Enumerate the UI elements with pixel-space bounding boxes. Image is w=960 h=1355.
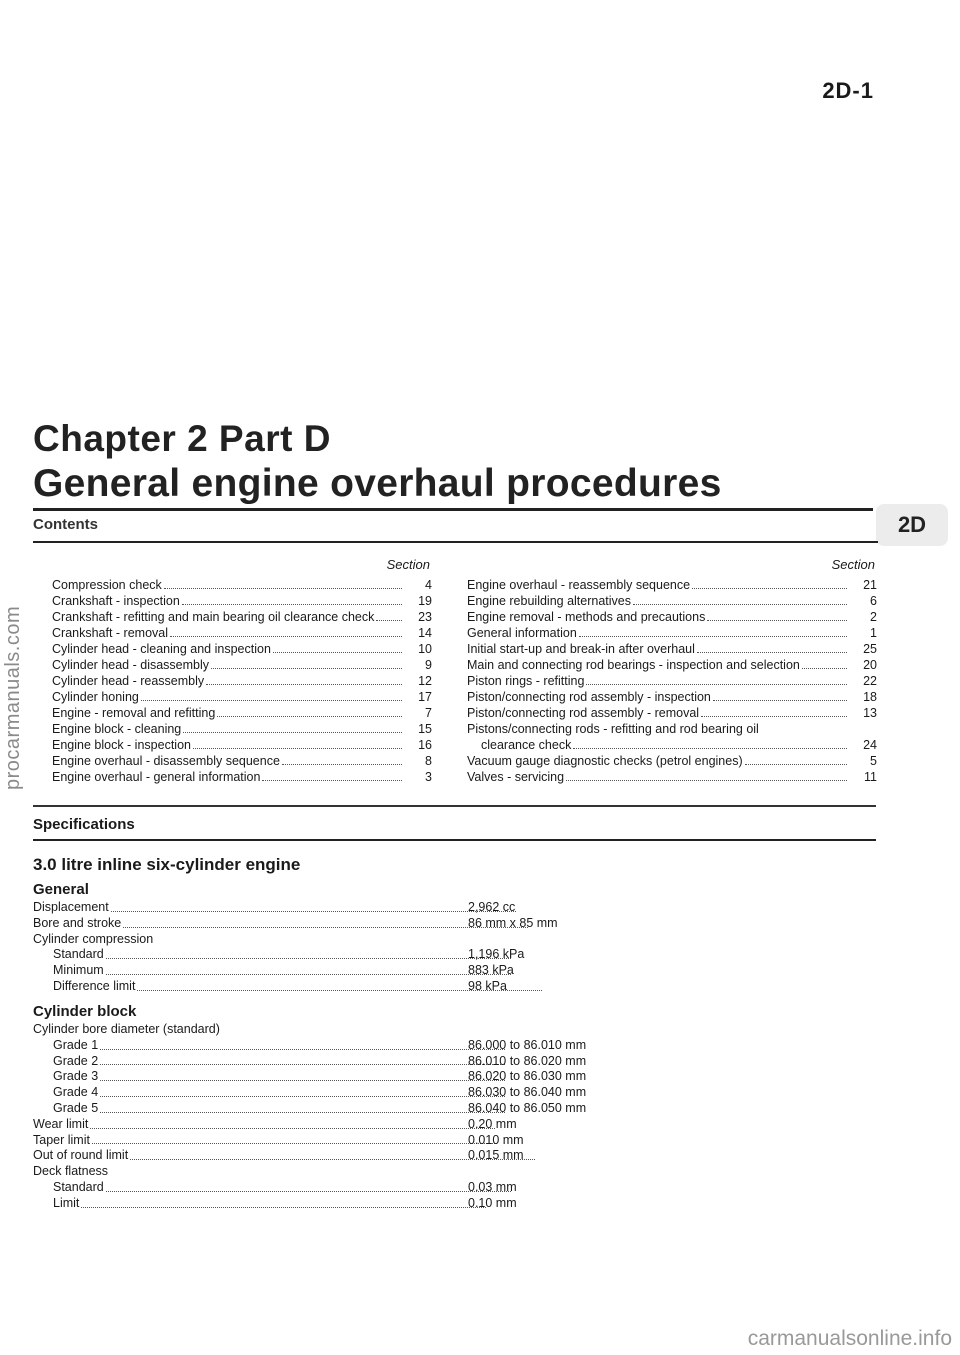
spec-row: [33, 1022, 653, 1038]
spec-label: Bore and stroke: [33, 915, 122, 930]
toc-title: Main and connecting rod bearings - inspection and selection: [467, 658, 800, 672]
leader-dots: [206, 684, 402, 685]
leader-dots: [100, 1080, 505, 1081]
spec-label: Cylinder compression: [33, 931, 154, 946]
toc-entry[interactable]: [52, 769, 432, 785]
chapter-title: General engine overhaul procedures: [33, 462, 722, 505]
spec-label: Displacement: [33, 900, 109, 914]
toc-section-number: 6: [870, 594, 877, 608]
toc-entry[interactable]: [52, 609, 432, 625]
leader-dots: [211, 668, 402, 669]
toc-section-number: 25: [863, 642, 877, 656]
leader-dots: [111, 911, 516, 912]
leader-dots: [282, 764, 402, 765]
toc-title: Cylinder honing: [52, 690, 139, 704]
leader-dots: [573, 748, 847, 749]
spec-label: Standard: [53, 947, 104, 962]
footer-watermark: carmanualsonline.info: [747, 1327, 952, 1350]
cylinder-block-heading: Cylinder block: [33, 1003, 137, 1020]
specs-top-rule: [33, 805, 876, 807]
page-number: 2D-1: [822, 78, 874, 103]
toc-title: Engine - removal and refitting: [52, 706, 216, 720]
spec-row: [33, 1069, 653, 1085]
toc-section-number: 10: [418, 642, 432, 656]
chapter-line: Chapter 2 Part D: [33, 418, 331, 459]
section-heading-right: Section: [831, 557, 875, 572]
leader-dots: [273, 652, 402, 653]
toc-entry[interactable]: [52, 721, 432, 737]
spec-general-block: [33, 880, 653, 995]
spec-value: 98 kPa: [468, 978, 507, 993]
toc-section-number: 8: [425, 754, 432, 768]
chapter-badge: 2D: [876, 504, 948, 546]
toc-section-number: 1: [870, 626, 877, 640]
toc-entry[interactable]: [467, 689, 877, 705]
toc-title: Piston rings - refitting: [467, 674, 585, 688]
spec-value: 883 kPa: [468, 963, 514, 978]
toc-title: clearance check: [481, 738, 572, 752]
spec-label: Out of round limit: [33, 1148, 129, 1163]
toc-entry[interactable]: [467, 737, 877, 753]
toc-title: General information: [467, 626, 577, 640]
spec-value: 1,196 kPa: [468, 947, 525, 962]
toc-section-number: 11: [864, 770, 877, 784]
toc-section-number: 12: [418, 674, 432, 688]
leader-dots: [170, 636, 402, 637]
spec-row: [33, 1117, 653, 1133]
toc-right-column: [467, 557, 877, 785]
toc-section-number: 5: [870, 754, 877, 768]
toc-entry[interactable]: [467, 753, 877, 769]
leader-dots: [707, 620, 847, 621]
spec-value: 0.03 mm: [468, 1179, 517, 1194]
spec-value: 0.10 mm: [468, 1195, 517, 1210]
leader-dots: [566, 780, 847, 781]
toc-section-number: 17: [418, 690, 432, 704]
toc-entry[interactable]: [467, 577, 877, 593]
spec-label: Taper limit: [33, 1132, 90, 1147]
toc-section-number: 15: [418, 722, 432, 736]
spec-label: Grade 2: [53, 1053, 99, 1068]
toc-entry[interactable]: [467, 657, 877, 673]
spec-value: 0.20 mm: [468, 1116, 517, 1131]
spec-label: Grade 4: [53, 1085, 99, 1100]
title-rule: [33, 508, 873, 511]
contents-rule: [33, 541, 878, 543]
toc-entry[interactable]: [52, 705, 432, 721]
general-heading: General: [33, 881, 89, 898]
spec-row: [33, 900, 653, 916]
toc-title: Piston/connecting rod assembly - removal: [467, 706, 700, 720]
toc-section-number: 22: [863, 674, 877, 688]
spec-row: [33, 1148, 653, 1164]
toc-entry[interactable]: [52, 625, 432, 641]
spec-value: 86.040 to 86.050 mm: [468, 1100, 587, 1115]
leader-dots: [182, 604, 402, 605]
toc-title: Vacuum gauge diagnostic checks (petrol engines): [467, 754, 743, 768]
toc-entry[interactable]: [467, 721, 877, 737]
toc-entry[interactable]: [467, 641, 877, 657]
leader-dots: [81, 1207, 486, 1208]
spec-label: Grade 5: [53, 1100, 99, 1115]
toc-title: Engine block - cleaning: [52, 722, 182, 736]
spec-value: 86.020 to 86.030 mm: [468, 1069, 587, 1084]
spec-value: 86 mm x 85 mm: [468, 915, 558, 930]
toc-title: Engine rebuilding alternatives: [467, 594, 631, 608]
toc-title: Pistons/connecting rods - refitting and rod bearing oil: [467, 722, 759, 736]
toc-title: Crankshaft - inspection: [52, 594, 180, 608]
spec-label: Limit: [53, 1195, 80, 1210]
leader-dots: [141, 700, 402, 701]
toc-entry[interactable]: [52, 673, 432, 689]
leader-dots: [586, 684, 847, 685]
toc-left-column: [52, 557, 432, 785]
toc-section-number: 14: [418, 626, 432, 640]
spec-value: 2,962 cc: [468, 900, 516, 914]
toc-entry[interactable]: [467, 625, 877, 641]
spec-label: Deck flatness: [33, 1164, 109, 1179]
leader-dots: [193, 748, 402, 749]
specifications-label: Specifications: [33, 816, 135, 833]
spec-label: Minimum: [53, 963, 104, 978]
toc-entry[interactable]: [52, 737, 432, 753]
toc-title: Piston/connecting rod assembly - inspection: [467, 690, 711, 704]
spec-row: [33, 1196, 653, 1212]
toc-entry[interactable]: [52, 657, 432, 673]
toc-section-number: 13: [863, 706, 877, 720]
spec-label: Difference limit: [53, 978, 136, 993]
leader-dots: [100, 1112, 505, 1113]
leader-dots: [633, 604, 847, 605]
spec-row: [33, 1101, 653, 1117]
toc-section-number: 9: [425, 658, 432, 672]
toc-title: Crankshaft - refitting and main bearing oil clearance check: [52, 610, 375, 624]
engine-heading: 3.0 litre inline six-cylinder engine: [33, 855, 301, 874]
leader-dots: [92, 1143, 497, 1144]
spec-value: 0.015 mm: [468, 1148, 524, 1163]
toc-title: Cylinder head - cleaning and inspection: [52, 642, 271, 656]
leader-dots: [100, 1064, 505, 1065]
toc-entry[interactable]: [467, 673, 877, 689]
specs-bottom-rule: [33, 839, 876, 841]
spec-label: Grade 3: [53, 1069, 99, 1084]
spec-row: [33, 947, 653, 963]
toc-section-number: 7: [425, 706, 432, 720]
contents-label: Contents: [33, 516, 98, 533]
spec-label: Standard: [53, 1179, 104, 1194]
spec-value: 86.030 to 86.040 mm: [468, 1085, 587, 1100]
toc-entry[interactable]: [52, 593, 432, 609]
leader-dots: [217, 716, 402, 717]
leader-dots: [692, 588, 847, 589]
toc-section-number: 24: [863, 738, 877, 752]
toc-title: Crankshaft - removal: [52, 626, 169, 640]
leader-dots: [106, 1191, 511, 1192]
spec-row: [33, 1085, 653, 1101]
toc-section-number: 4: [425, 578, 432, 592]
section-heading-left: Section: [386, 557, 430, 572]
toc-entry[interactable]: [52, 641, 432, 657]
spec-row: [33, 1038, 653, 1054]
leader-dots: [106, 958, 511, 959]
spec-label: Wear limit: [33, 1116, 89, 1131]
toc-entry[interactable]: [467, 769, 877, 785]
toc-section-number: 16: [418, 738, 432, 752]
toc-entry[interactable]: [52, 577, 432, 593]
leader-dots: [579, 636, 847, 637]
toc-title: Cylinder head - disassembly: [52, 658, 210, 672]
leader-dots: [713, 700, 847, 701]
toc-section-number: 20: [863, 658, 877, 672]
side-watermark: procarmanuals.com: [2, 605, 24, 790]
toc-title: Compression check: [52, 578, 162, 592]
toc-title: Cylinder head - reassembly: [52, 674, 205, 688]
spec-label: Grade 1: [53, 1037, 99, 1052]
leader-dots: [262, 780, 402, 781]
leader-dots: [183, 732, 402, 733]
toc-section-number: 19: [418, 594, 432, 608]
toc-entry[interactable]: [52, 753, 432, 769]
toc-section-number: 2: [870, 610, 877, 624]
spec-value: 0.010 mm: [468, 1132, 524, 1147]
spec-value: 86.010 to 86.020 mm: [468, 1053, 587, 1068]
toc-entry[interactable]: [467, 609, 877, 625]
spec-row: [33, 932, 653, 948]
spec-label: Cylinder bore diameter (standard): [33, 1022, 220, 1036]
leader-dots: [106, 974, 511, 975]
spec-cylinder-block: [33, 1002, 653, 1212]
toc-title: Valves - servicing: [467, 770, 565, 784]
toc-section-number: 23: [418, 610, 432, 624]
toc-entry[interactable]: [52, 689, 432, 705]
spec-row: [33, 1164, 653, 1180]
toc-title: Engine block - inspection: [52, 738, 191, 752]
leader-dots: [701, 716, 847, 717]
toc-title: Engine overhaul - disassembly sequence: [52, 754, 280, 768]
leader-dots: [164, 588, 402, 589]
toc-title: Engine overhaul - general information: [52, 770, 261, 784]
toc-entry[interactable]: [467, 705, 877, 721]
toc-title: Engine overhaul - reassembly sequence: [467, 578, 691, 592]
toc-section-number: 3: [425, 770, 432, 784]
spec-row: [33, 916, 653, 932]
spec-row: [33, 1180, 653, 1196]
leader-dots: [697, 652, 847, 653]
leader-dots: [376, 620, 402, 621]
leader-dots: [802, 668, 847, 669]
toc-section-number: 18: [863, 690, 877, 704]
leader-dots: [90, 1128, 495, 1129]
spec-row: [33, 963, 653, 979]
spec-value: 86.000 to 86.010 mm: [468, 1037, 587, 1052]
toc-entry[interactable]: [467, 593, 877, 609]
leader-dots: [745, 764, 847, 765]
toc-title: Engine removal - methods and precautions: [467, 610, 706, 624]
leader-dots: [100, 1049, 505, 1050]
spec-row: [33, 1054, 653, 1070]
spec-row: [33, 979, 653, 995]
leader-dots: [100, 1096, 505, 1097]
toc-section-number: 21: [863, 578, 877, 592]
spec-row: [33, 1133, 653, 1149]
toc-title: Initial start-up and break-in after overhaul: [467, 642, 695, 656]
